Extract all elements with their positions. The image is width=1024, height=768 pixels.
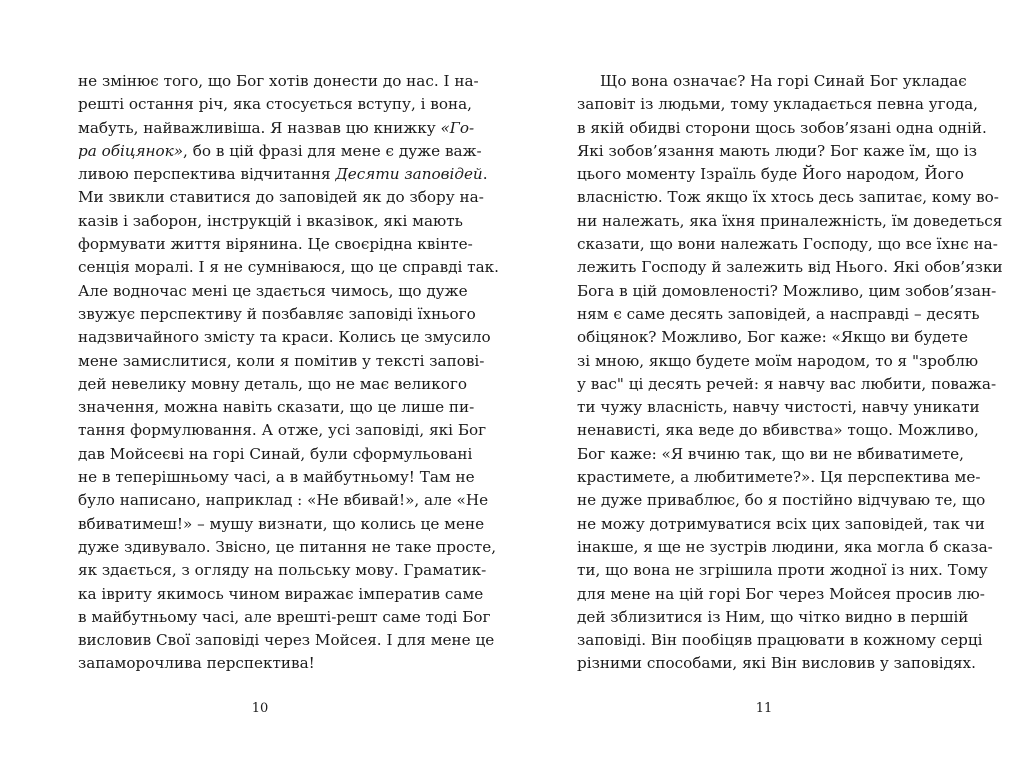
text-line: [78, 489, 489, 512]
text-segment: заповіт із людьми, тому укладається певна угода,: [577, 95, 978, 114]
text-segment: різними способами, які Він висловив у заповідях.: [577, 654, 976, 673]
text-segment: дав Мойсеєві на горі Синай, були сформульовані: [78, 444, 473, 463]
text-segment: було написано, наприклад : «Не вбивай!», але «Не: [78, 491, 489, 510]
text-segment: Бог каже: «Я вчиню так, що ви не вбиватимете,: [577, 444, 964, 463]
text-line: [577, 629, 983, 652]
text-line: [78, 186, 484, 209]
text-segment: не в теперішньому часі, а в майбутньому! Там не: [78, 468, 475, 487]
text-segment: Бога в цій домовленості? Можливо, цим зобов’язан-: [577, 281, 997, 300]
left-page-text: [78, 70, 499, 676]
text-line: [577, 419, 979, 442]
text-segment: вбиватимеш!» – мушу визнати, що колись це мене: [78, 514, 485, 533]
italic-text: «Го-: [440, 118, 475, 137]
text-segment: інакше, я ще не зустрів людини, яка могла б сказа-: [577, 537, 993, 556]
text-segment: запаморочлива перспектива!: [78, 654, 315, 673]
text-line: [577, 559, 988, 582]
text-segment: сказати, що вони належать Господу, що все їхнє на-: [577, 235, 998, 254]
text-line: [577, 583, 985, 606]
text-segment: дуже здивувало. Звісно, це питання не таке просте,: [78, 537, 497, 556]
text-segment: у вас" ці десять речей: я навчу вас любити, поважа-: [577, 374, 997, 393]
text-line: [577, 186, 999, 209]
text-line: [78, 117, 475, 140]
text-line: [78, 256, 499, 279]
text-line: [577, 163, 964, 186]
text-line: [78, 536, 497, 559]
text-segment: сенція моралі. І я не сумніваюся, що це справді так.: [78, 258, 499, 277]
text-segment: тання формулювання. А отже, усі заповіді, які Бог: [78, 421, 487, 440]
text-line: [78, 419, 487, 442]
right-page: [512, 0, 1024, 768]
text-line: [78, 652, 443, 675]
text-segment: ни належать, яка їхня приналежність, їм доведеться: [577, 211, 1003, 230]
text-segment: мабуть, найважливіша. Я назвав цю книжку: [78, 118, 441, 137]
text-line: [577, 70, 967, 93]
text-line: [78, 140, 482, 163]
text-line: [78, 606, 491, 629]
text-line: [577, 117, 987, 140]
text-line: [577, 280, 997, 303]
text-line: [78, 70, 479, 93]
right-page-text: [577, 70, 1003, 676]
text-segment: формувати життя вірянина. Це своєрідна квінте-: [78, 235, 473, 254]
text-segment: решті остання річ, яка стосується вступу, і вона,: [78, 95, 472, 114]
left-page-number: 10: [251, 701, 269, 716]
text-line: [577, 513, 985, 536]
text-line: [577, 443, 964, 466]
text-segment: заповіді. Він пообіцяв працювати в кожному серці: [577, 631, 983, 650]
text-segment: як здається, з огляду на польську мову. Граматик-: [78, 561, 487, 580]
text-segment: не змінює того, що Бог хотів донести до нас. І на-: [78, 72, 479, 90]
italic-text: Десяти заповідей: [335, 165, 483, 184]
text-segment: ти, що вона не згрішила проти жодної із них. Тому: [577, 561, 988, 580]
text-segment: казів і заборон, інструкцій і вказівок, які мають: [78, 211, 463, 230]
text-line: [577, 140, 977, 163]
text-segment: не можу дотримуватися всіх цих заповідей, так чи: [577, 514, 985, 533]
text-segment: дей невелику мовну деталь, що не має великого: [78, 374, 468, 393]
text-line: [78, 163, 488, 186]
text-line: [78, 326, 491, 349]
text-line: [78, 373, 468, 396]
text-line: [577, 652, 976, 675]
text-line: [78, 303, 476, 326]
text-line: [78, 396, 475, 419]
text-line: [78, 513, 485, 536]
text-line: [577, 606, 969, 629]
text-line: [78, 210, 463, 233]
text-line: [78, 559, 487, 582]
text-line: [78, 466, 475, 489]
right-page-number: 11: [755, 701, 773, 716]
text-segment: обіцянок? Можливо, Бог каже: «Якщо ви будете: [577, 328, 968, 347]
text-segment: значення, можна навіть сказати, що це лише пи-: [78, 398, 475, 417]
text-segment: ненависті, яка веде до вбивства» тощо. Можливо,: [577, 421, 979, 440]
text-segment: мене замислитися, коли я помітив у тексті запові-: [78, 351, 485, 370]
text-segment: лежить Господу й залежить від Нього. Які обов’язки: [577, 258, 1003, 277]
text-line: [577, 489, 986, 512]
text-segment: дей зблизитися із Ним, що чітко видно в першій: [577, 607, 969, 626]
italic-text: ра обіцянок»: [78, 141, 184, 160]
text-line: [577, 350, 979, 373]
text-segment: не дуже приваблює, бо я постійно відчуваю те, що: [577, 491, 986, 510]
text-line: [577, 233, 998, 256]
text-line: [78, 350, 485, 373]
text-segment: цього моменту Ізраїль буде Його народом, Його: [577, 165, 964, 184]
text-segment: надзвичайного змісту та краси. Колись це змусило: [78, 328, 491, 347]
text-line: [577, 210, 1003, 233]
text-segment: Що вона означає? На горі Синай Бог укладає: [600, 72, 967, 90]
text-segment: ка івриту якимось чином виражає імператив саме: [78, 584, 484, 603]
text-line: [577, 373, 997, 396]
text-segment: Які зобов’язання мають люди? Бог каже їм, що із: [577, 141, 977, 160]
text-line: [577, 536, 993, 559]
text-segment: Ми звикли ставитися до заповідей як до збору на-: [78, 188, 484, 207]
text-segment: Але водночас мені це здається чимось, що дуже: [78, 281, 468, 300]
text-line: [577, 93, 978, 116]
text-line: [78, 443, 473, 466]
text-segment: власністю. Тож якщо їх хтось десь запитає, кому во-: [577, 188, 999, 207]
text-segment: крастимете, а любитимете?». Ця перспектива ме-: [577, 468, 981, 487]
text-segment: , бо в цій фразі для мене є дуже важ-: [183, 141, 482, 160]
text-segment: зі мною, якщо будете моїм народом, то я "зроблю: [577, 351, 979, 370]
text-segment: звужує перспективу й позбавляє заповіді їхнього: [78, 304, 476, 323]
text-line: [78, 280, 468, 303]
text-line: [78, 629, 495, 652]
text-line: [577, 396, 980, 419]
text-line: [577, 466, 981, 489]
text-segment: .: [482, 165, 488, 184]
text-line: [577, 326, 968, 349]
text-segment: в майбутньому часі, але врешті-решт саме тоді Бог: [78, 607, 491, 626]
text-segment: висловив Свої заповіді через Мойсея. І для мене це: [78, 631, 495, 650]
text-segment: ливою перспектива відчитання: [78, 165, 336, 184]
text-segment: в якій обидві сторони щось зобов’язані одна одній.: [577, 118, 987, 137]
text-line: [78, 583, 484, 606]
text-line: [78, 93, 472, 116]
text-segment: ням є саме десять заповідей, а насправді – десять: [577, 304, 980, 323]
text-segment: для мене на цій горі Бог через Мойсея просив лю-: [577, 584, 985, 603]
text-segment: ти чужу власність, навчу чистості, навчу уникати: [577, 398, 980, 417]
text-line: [577, 303, 980, 326]
text-line: [78, 233, 473, 256]
text-line: [577, 256, 1003, 279]
